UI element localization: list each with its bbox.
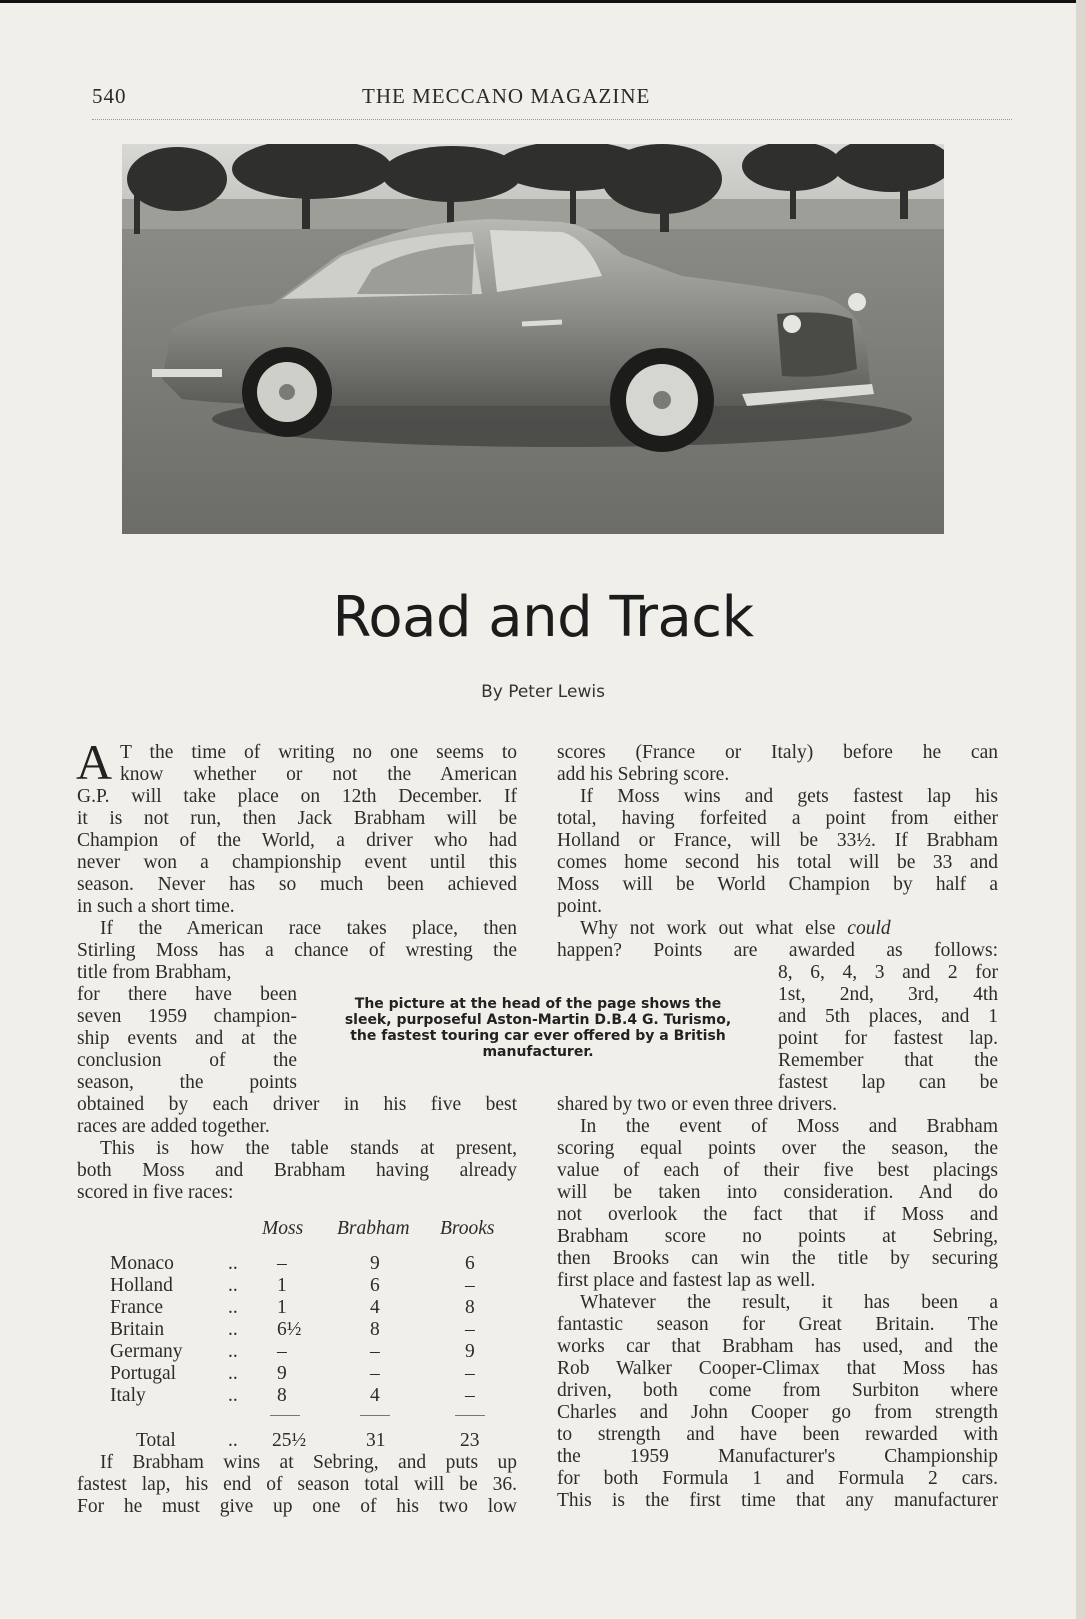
- left-line: scored in five races:: [77, 1182, 234, 1203]
- column-header-brooks: Brooks: [440, 1218, 495, 1239]
- article-byline: By Peter Lewis: [481, 682, 605, 702]
- left-line: Stirling Moss has a chance of wresting the: [77, 940, 517, 961]
- left-line: If the American race takes place, then: [100, 918, 517, 939]
- right-line: Remember that the: [778, 1050, 998, 1071]
- left-line: G.P. will take place on 12th December. If: [77, 786, 517, 807]
- total-label: Total: [136, 1430, 176, 1451]
- left-line: This is how the table stands at present,: [100, 1138, 517, 1159]
- total-row: [110, 1430, 520, 1452]
- right-line: Whatever the result, it has been a: [580, 1292, 998, 1313]
- left-line: season, the points: [77, 1072, 297, 1093]
- column-header-brabham: Brabham: [337, 1218, 410, 1239]
- left-line: Champion of the World, a driver who had: [77, 830, 517, 851]
- right-line: comes home second his total will be 33 and: [557, 852, 998, 873]
- left-line: in such a short time.: [77, 896, 235, 917]
- right-line: then Brooks can win the title by securing: [557, 1248, 998, 1269]
- left-line: never won a championship event until this: [77, 852, 517, 873]
- race-name: Portugal: [110, 1363, 177, 1384]
- race-name: Holland: [110, 1275, 173, 1296]
- right-line: shared by two or even three drivers.: [557, 1094, 837, 1115]
- race-name: France: [110, 1297, 164, 1318]
- left-line: ship events and at the: [77, 1028, 297, 1049]
- right-line: value of each of their five best placings: [557, 1160, 998, 1181]
- right-line: If Moss wins and gets fastest lap his: [580, 786, 998, 807]
- emphasis-could: could: [847, 918, 891, 939]
- magazine-title: THE MECCANO MAGAZINE: [362, 84, 651, 108]
- left-line: obtained by each driver in his five best: [77, 1094, 517, 1115]
- page-header: [92, 84, 1012, 114]
- caption-line: the fastest touring car ever offered by a British: [350, 1028, 726, 1044]
- car-photo: [122, 144, 944, 534]
- right-line: Moss will be World Champion by half a: [557, 874, 998, 895]
- right-line: works car that Brabham has used, and the: [557, 1336, 998, 1357]
- leader-dots: ..: [228, 1385, 238, 1406]
- table-row: [110, 1385, 520, 1407]
- brabham-points: –: [370, 1341, 380, 1362]
- brabham-points: 4: [370, 1385, 380, 1406]
- right-line: Rob Walker Cooper-Climax that Moss has: [557, 1358, 998, 1379]
- brooks-points: –: [465, 1385, 475, 1406]
- right-line: Holland or France, will be 33½. If Brabham: [557, 830, 998, 851]
- brabham-points: 8: [370, 1319, 380, 1340]
- left-line: conclusion of the: [77, 1050, 297, 1071]
- right-line: 8, 6, 4, 3 and 2 for: [778, 962, 998, 983]
- right-line: will be taken into consideration. And do: [557, 1182, 998, 1203]
- right-line: the 1959 Manufacturer's Championship: [557, 1446, 998, 1467]
- caption-line: The picture at the head of the page shows the: [354, 996, 722, 1012]
- left-line: for there have been: [77, 984, 297, 1005]
- brabham-points: 6: [370, 1275, 380, 1296]
- brooks-points: –: [465, 1363, 475, 1384]
- total-rule-moss: [270, 1415, 300, 1416]
- header-rule: [92, 119, 1012, 120]
- right-line: scoring equal points over the season, the: [557, 1138, 998, 1159]
- leader-dots: ..: [228, 1297, 238, 1318]
- leader-dots: ..: [228, 1275, 238, 1296]
- right-line: point for fastest lap.: [778, 1028, 998, 1049]
- right-line: driven, both come from Surbiton where: [557, 1380, 998, 1401]
- right-line: not overlook the fact that if Moss and: [557, 1204, 998, 1225]
- right-line: fastest lap can be: [778, 1072, 998, 1093]
- right-line: total, having forfeited a point from either: [557, 808, 998, 829]
- brooks-points: 8: [465, 1297, 475, 1318]
- left-line: season. Never has so much been achieved: [77, 874, 517, 895]
- left-line: know whether or not the American: [120, 764, 517, 785]
- right-line: Brabham score no points at Sebring,: [557, 1226, 998, 1247]
- aston-martin-photo-illustration: [122, 144, 944, 534]
- table-row: [110, 1319, 520, 1341]
- left-line: title from Brabham,: [77, 962, 232, 983]
- race-name: Britain: [110, 1319, 165, 1340]
- caption-line: sleek, purposeful Aston-Martin D.B.4 G. Turismo,: [344, 1012, 732, 1028]
- points-table: [110, 1218, 520, 1458]
- table-row: [110, 1341, 520, 1363]
- brooks-points: –: [465, 1319, 475, 1340]
- moss-total: 25½: [272, 1430, 307, 1451]
- left-line: seven 1959 champion-: [77, 1006, 297, 1027]
- left-line: fastest lap, his end of season total will be 36.: [77, 1474, 517, 1495]
- brabham-points: –: [370, 1363, 380, 1384]
- brooks-points: –: [465, 1275, 475, 1296]
- table-row: [110, 1275, 520, 1297]
- page-number: 540: [92, 84, 127, 108]
- left-line: it is not run, then Jack Brabham will be: [77, 808, 517, 829]
- brabham-points: 4: [370, 1297, 380, 1318]
- right-line: [580, 918, 998, 940]
- right-line: In the event of Moss and Brabham: [580, 1116, 998, 1137]
- right-line: first place and fastest lap as well.: [557, 1270, 816, 1291]
- left-line: both Moss and Brabham having already: [77, 1160, 517, 1181]
- caption-line: manufacturer.: [482, 1044, 594, 1060]
- total-rule-brooks: [455, 1415, 485, 1416]
- photo-caption: [336, 996, 740, 1060]
- table-row: [110, 1297, 520, 1319]
- brooks-points: 9: [465, 1341, 475, 1362]
- right-line-text: Why not work out what else: [580, 918, 848, 939]
- left-line: For he must give up one of his two low: [77, 1496, 517, 1517]
- leader-dots: ..: [228, 1253, 238, 1274]
- table-row: [110, 1253, 520, 1275]
- leader-dots: ..: [228, 1319, 238, 1340]
- left-line: If Brabham wins at Sebring, and puts up: [100, 1452, 517, 1473]
- moss-points: 9: [277, 1363, 287, 1384]
- page-edge: [1076, 0, 1086, 1619]
- brabham-total: 31: [366, 1430, 386, 1451]
- moss-points: 8: [277, 1385, 287, 1406]
- top-border: [0, 0, 1086, 3]
- moss-points: –: [277, 1253, 287, 1274]
- leader-dots: ..: [228, 1430, 238, 1451]
- right-line: This is the first time that any manufacturer: [557, 1490, 998, 1511]
- right-line: happen? Points are awarded as follows:: [557, 940, 998, 961]
- moss-points: 6½: [277, 1319, 302, 1340]
- drop-cap: A: [76, 734, 113, 790]
- race-name: Italy: [110, 1385, 146, 1406]
- moss-points: 1: [277, 1275, 287, 1296]
- leader-dots: ..: [228, 1363, 238, 1384]
- right-line: Charles and John Cooper go from strength: [557, 1402, 998, 1423]
- leader-dots: ..: [228, 1341, 238, 1362]
- right-line: fantastic season for Great Britain. The: [557, 1314, 998, 1335]
- right-line: and 5th places, and 1: [778, 1006, 998, 1027]
- brooks-points: 6: [465, 1253, 475, 1274]
- right-line: for both Formula 1 and Formula 2 cars.: [557, 1468, 998, 1489]
- left-line: races are added together.: [77, 1116, 270, 1137]
- article-title: Road and Track: [332, 585, 754, 650]
- moss-points: 1: [277, 1297, 287, 1318]
- race-name: Monaco: [110, 1253, 174, 1274]
- right-line: point.: [557, 896, 602, 917]
- race-name: Germany: [110, 1341, 183, 1362]
- right-line: 1st, 2nd, 3rd, 4th: [778, 984, 998, 1005]
- brabham-points: 9: [370, 1253, 380, 1274]
- total-rule-brabham: [360, 1415, 390, 1416]
- table-row: [110, 1363, 520, 1385]
- column-header-moss: Moss: [262, 1218, 304, 1239]
- right-line: to strength and have been rewarded with: [557, 1424, 998, 1445]
- brooks-total: 23: [460, 1430, 480, 1451]
- right-line: add his Sebring score.: [557, 764, 730, 785]
- right-line: scores (France or Italy) before he can: [557, 742, 998, 763]
- moss-points: –: [277, 1341, 287, 1362]
- left-line: T the time of writing no one seems to: [120, 742, 517, 763]
